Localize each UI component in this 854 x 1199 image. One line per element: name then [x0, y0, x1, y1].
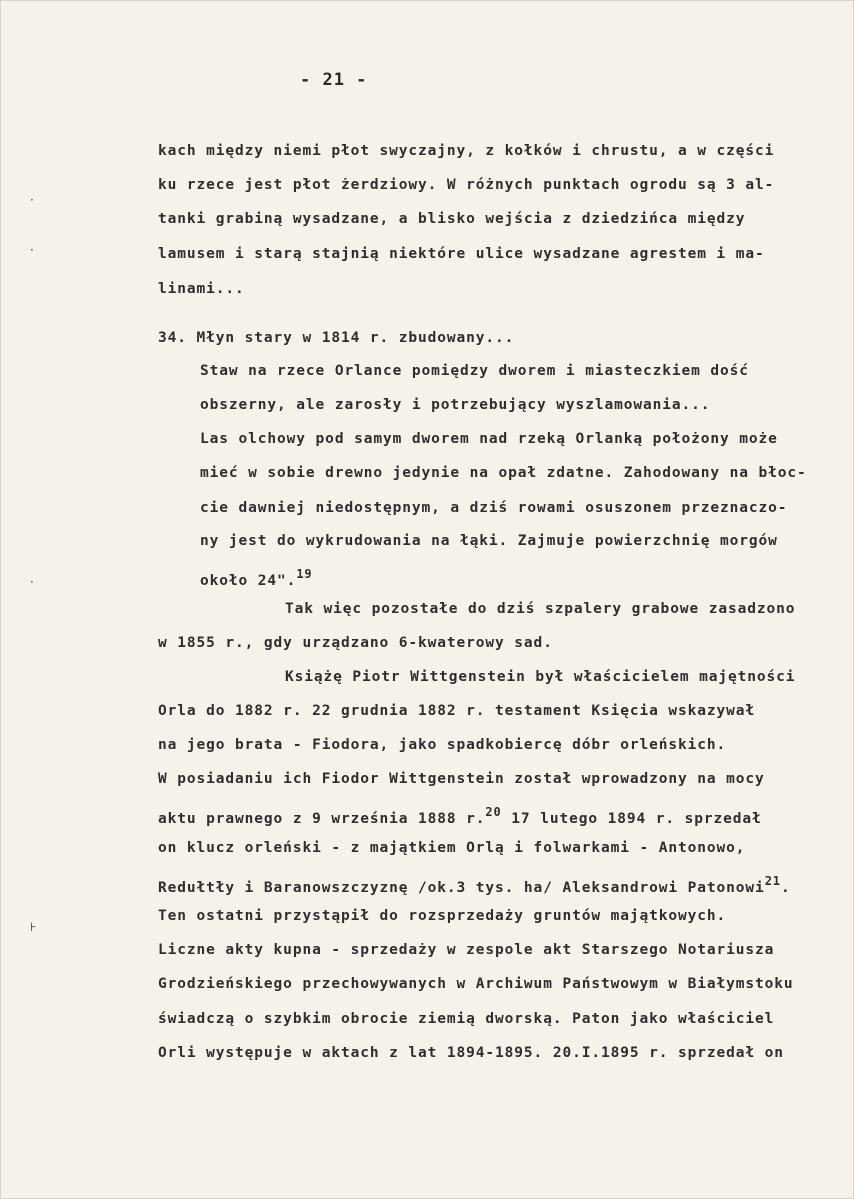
- text-line: Ten ostatni przystąpił do rozsprzedaży gruntów majątkowych.: [158, 908, 727, 924]
- text-line: świadczą o szybkim obrocie ziemią dworską. Paton jako właściciel: [158, 1011, 775, 1027]
- text-line: Liczne akty kupna - sprzedaży w zespole akt Starszego Notariusza: [158, 942, 775, 958]
- text-line: tanki grabiną wysadzane, a blisko wejścia z dziedzińca między: [158, 211, 746, 227]
- text-line: w 1855 r., gdy urządzano 6-kwaterowy sad.: [158, 635, 553, 651]
- text-line: W posiadaniu ich Fiodor Wittgenstein został wprowadzony na mocy: [158, 771, 765, 787]
- text-line: Grodzieńskiego przechowywanych w Archiwum Państwowym w Białymstoku: [158, 976, 794, 992]
- text-line: Orli występuje w aktach z lat 1894-1895. 20.I.1895 r. sprzedał on: [158, 1045, 784, 1061]
- text-line: kach między niemi płot swyczajny, z kołków i chrustu, a w części: [158, 143, 775, 159]
- text-line: na jego brata - Fiodora, jako spadkobiercę dóbr orleńskich.: [158, 737, 727, 753]
- text-line: 34. Młyn stary w 1814 r. zbudowany...: [158, 330, 515, 346]
- text-line: ku rzece jest płot żerdziowy. W różnych punktach ogrodu są 3 al-: [158, 177, 775, 193]
- text-line: około 24".$^{19}$: [200, 567, 313, 589]
- margin-mark: ·: [30, 193, 34, 207]
- margin-mark: ·: [30, 243, 34, 257]
- text-line: Staw na rzece Orlance pomiędzy dworem i miasteczkiem dość: [200, 363, 749, 379]
- text-line: mieć w sobie drewno jedynie na opał zdatne. Zahodowany na błoc-: [200, 465, 807, 481]
- text-line: Książę Piotr Wittgenstein był właścicielem majętności: [285, 669, 796, 685]
- margin-mark: ⊦: [30, 920, 37, 934]
- text-line: linami...: [158, 281, 245, 297]
- footnote-19: 19: [296, 567, 313, 581]
- text-line: Tak więc pozostałe do dziś szpalery grabowe zasadzono: [285, 601, 796, 617]
- text-line: on klucz orleński - z majątkiem Orlą i folwarkami - Antonowo,: [158, 840, 746, 856]
- text-line: Redułtły i Baranowszczyznę /ok.3 tys. ha/ Aleksandrowi Patonowi$^{21}$.: [158, 874, 791, 896]
- text-line: aktu prawnego z 9 września 1888 r.$^{20}$ 17 lutego 1894 r. sprzedał: [158, 805, 762, 827]
- footnote-21: 21: [764, 874, 781, 888]
- page-number: - 21 -: [300, 70, 368, 90]
- footnote-20: 20: [485, 805, 502, 819]
- text-line: ny jest do wykrudowania na łąki. Zajmuje powierzchnię morgów: [200, 533, 778, 549]
- text-line: obszerny, ale zarosły i potrzebujący wyszlamowania...: [200, 397, 711, 413]
- text-line: lamusem i starą stajnią niektóre ulice wysadzane agrestem i ma-: [158, 246, 765, 262]
- margin-mark: ·: [30, 575, 34, 589]
- text-line: Orla do 1882 r. 22 grudnia 1882 r. testament Księcia wskazywał: [158, 703, 756, 719]
- text-line: Las olchowy pod samym dworem nad rzeką Orlanką położony może: [200, 431, 778, 447]
- text-line: cie dawniej niedostępnym, a dziś rowami osuszonem przeznaczo-: [200, 500, 788, 516]
